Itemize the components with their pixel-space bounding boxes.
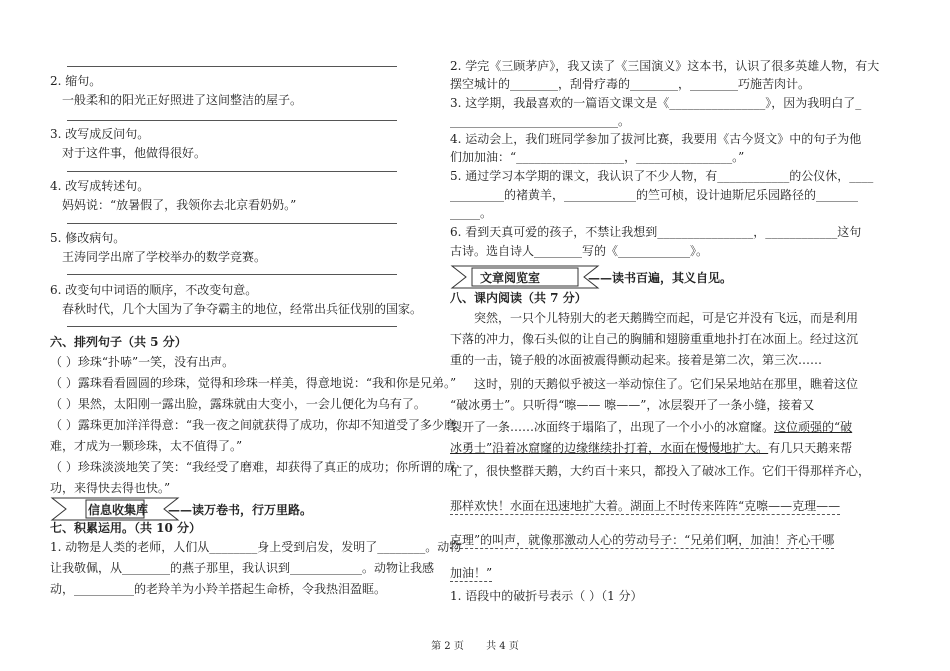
- q3-text: 对于这件事，他做得很好。: [62, 146, 207, 160]
- passage-text: 裂开了一条……冰面终于塌陷了，出现了一个小小的冰窟窿。: [450, 420, 775, 434]
- passage-line: 下落的冲力，像石头似的让自己的胸脯和翅膀重重地扑打在冰面上。经过这沉: [450, 332, 859, 346]
- answer-line: [67, 171, 397, 172]
- fill-line: 2. 学完《三顾茅庐》，我又读了《三国演义》这本书，认识了很多英雄人物，有大: [450, 59, 880, 73]
- page-footer: [0, 637, 950, 652]
- sort-item: （ ）露珠更加洋洋得意：“我一夜之间就获得了成功，你却不知道受了多少磨: [50, 418, 456, 432]
- q4-text: 妈妈说：“放暑假了，我领你去北京看奶奶。”: [62, 198, 297, 212]
- banner-motto: ——读万卷书，行万里路。: [168, 503, 313, 517]
- q5-text: 王涛同学出席了学校举办的数学竞赛。: [62, 250, 267, 264]
- q3-title: 3. 改写成反问句。: [50, 127, 150, 141]
- passage-line: 突然，一只个儿特别大的老天鹅腾空而起，可是它并没有飞远，而是利用: [474, 311, 859, 325]
- banner-label: 文章阅览室: [480, 271, 541, 285]
- sort-item-cont: 难，才成为一颗珍珠，太不值得了。”: [50, 439, 243, 453]
- fill-line: 们加加油：“__________________，________________。”: [450, 150, 745, 164]
- banner-label: 信息收集库: [88, 503, 149, 517]
- fill-line: _________的褚黄羊，____________的竺可桢，设计迪斯尼乐园路径的_______: [450, 188, 859, 202]
- section7-title: 七、积累运用。（共 10 分）: [50, 521, 202, 535]
- fill-line: 摆空城计的________，刮骨疗毒的________，________巧施苦肉计。: [450, 77, 811, 91]
- info-banner: [50, 496, 380, 522]
- sort-item: （ ）珍珠淡淡地笑了笑：“我经受了磨难，却获得了真正的成功；你所谓的成: [50, 460, 456, 474]
- passage-line: “破冰勇士”。只听得“嚓—— 嚓——”，冰层裂开了一条小缝，接着又: [450, 398, 815, 412]
- page-total: 共 4 页: [486, 641, 519, 652]
- passage-line: 那样欢快！水面在迅速地扩大着。湖面上不时传来阵阵“克嚓——克理——: [450, 499, 841, 513]
- underlined-sentence: 冰勇士”沿着冰窟窿的边缘继续扑打着，水面在慢慢地扩大。: [450, 441, 769, 455]
- fill-line: _____。: [450, 206, 493, 220]
- passage-line: 重的一击，镜子般的冰面被震得颤动起来。接着是第二次，第三次……: [450, 353, 823, 367]
- answer-line: [67, 274, 397, 275]
- sort-item: （ ）珍珠“扑哧”一笑，没有出声。: [50, 355, 235, 369]
- page-number: 第 2 页: [431, 641, 464, 652]
- q2-title: 2. 缩句。: [50, 74, 102, 88]
- answer-line: [67, 223, 397, 224]
- fill-line: 4. 运动会上，我们班同学参加了拔河比赛，我要用《古今贤文》中的句子为他: [450, 132, 862, 146]
- sort-item: （ ）露珠看看圆圆的珍珠，觉得和珍珠一样美，得意地说：“我和你是兄弟。”: [50, 376, 457, 390]
- reading-banner: [450, 264, 780, 290]
- passage-line: [450, 440, 852, 456]
- underlined-sentence: 这位顽强的“破: [774, 420, 853, 434]
- answer-line: [67, 66, 397, 67]
- passage-line: [450, 419, 852, 435]
- q2-text: 一般柔和的阳光正好照进了这间整洁的屋子。: [62, 93, 303, 107]
- passage-line: 这时，别的天鹅似乎被这一举动惊住了。它们呆呆地站在那里，瞧着这位: [474, 377, 859, 391]
- banner-motto: ——读书百遍，其义自见。: [588, 271, 733, 285]
- fill-line: 5. 通过学习本学期的课文，我认识了不少人物，有____________的公仪休，____: [450, 169, 874, 183]
- sort-item-cont: 功，来得快去得也快。”: [50, 481, 171, 495]
- q5-title: 5. 修改病句。: [50, 231, 126, 245]
- answer-line: [67, 326, 397, 327]
- answer-line: [67, 120, 397, 121]
- section8-title: 八、课内阅读（共 7 分）: [450, 291, 587, 305]
- q6-text: 春秋时代，几个大国为了争夺霸主的地位，经常出兵征伐别的国家。: [62, 302, 423, 316]
- fill-line: 动，__________的老羚羊为小羚羊搭起生命桥，令我热泪盈眶。: [50, 582, 387, 596]
- fill-line: 6. 看到天真可爱的孩子，不禁让我想到________________，____________这句: [450, 225, 862, 239]
- passage-line: 克理”的叫声，就像那激动人心的劳动号子：“兄弟们啊，加油！齐心干哪: [450, 533, 835, 547]
- fill-line: 古诗。选自诗人________写的《____________》。: [450, 244, 709, 258]
- q6-title: 6. 改变句中词语的顺序，不改变句意。: [50, 283, 258, 297]
- passage-text: 有几只天鹅来帮: [768, 441, 853, 455]
- section6-title: 六、排列句子（共 5 分）: [50, 335, 187, 349]
- fill-line: 3. 这学期，我最喜欢的一篇语文课文是《________________》，因为我明白了_: [450, 96, 862, 110]
- q4-title: 4. 改写成转述句。: [50, 179, 150, 193]
- fill-line: ____________________________。: [450, 114, 631, 128]
- sort-item: （ ）果然，太阳刚一露出脸，露珠就由大变小，一会儿便化为乌有了。: [50, 397, 426, 411]
- fill-line: 让我敬佩，从________的燕子那里，我认识到____________。动物让我感: [50, 561, 435, 575]
- fill-line: 1. 动物是人类的老师，人们从________身上受到启发，发明了________。动物: [50, 540, 462, 554]
- question-1: 1. 语段中的破折号表示（ ）（1 分）: [450, 589, 643, 603]
- passage-line: 加油！”: [450, 566, 493, 580]
- passage-line: 忙了，很快整群天鹅，大约百十来只，都投入了破冰工作。它们干得那样齐心，: [450, 464, 871, 478]
